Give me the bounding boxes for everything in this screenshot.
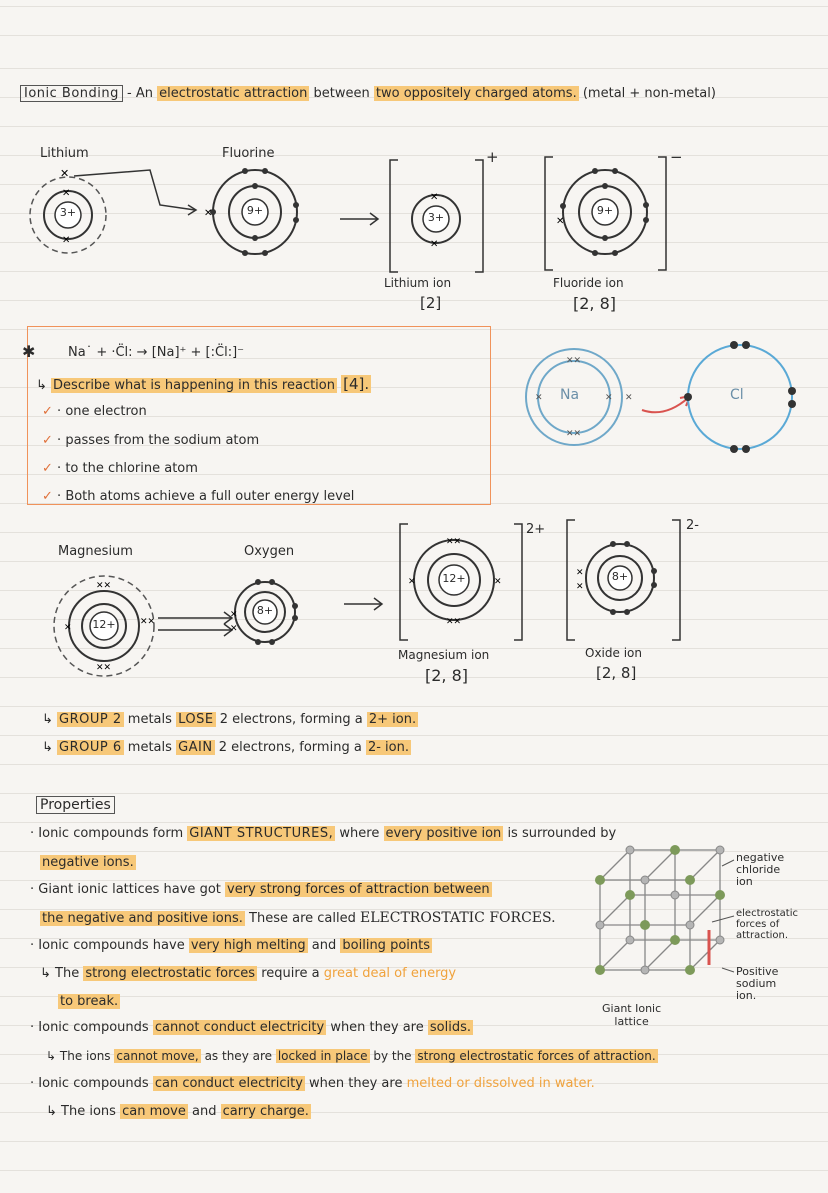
sodium-ion [596, 921, 604, 929]
lithium-label: Lithium [40, 146, 89, 161]
arrow-icon: ↳ [36, 378, 47, 393]
transferred-electron: ✕ [204, 208, 213, 219]
reaction-question: Describe what is happening in this reaction [53, 378, 335, 393]
oxygen-label: Oxygen [244, 544, 295, 559]
force-pointer [712, 916, 734, 922]
lithium-ion-label: Lithium ion [384, 276, 452, 290]
magnesium-outer-electrons: ✕✕ [140, 617, 156, 627]
magnesium-electrons: ✕✕ [96, 581, 112, 591]
sodium-ion [641, 966, 649, 974]
fluorine-nucleus-label: 9+ [246, 204, 264, 217]
tick-icon: ✓ [42, 404, 53, 419]
property-1: · Ionic compounds form GIANT STRUCTURES, where every positive ion is surrounded by [30, 826, 617, 841]
property-5-sub: ↳ The ions can move and carry charge. [46, 1104, 309, 1119]
magnesium-ion-electrons: ✕ [408, 577, 416, 587]
magnesium-electrons: ✕✕ [96, 663, 112, 673]
tick-icon: ✓ [42, 433, 53, 448]
oxide-ion-config: [2, 8] [596, 664, 637, 682]
title-line: Ionic Bonding - An electrostatic attraction between two oppositely charged atoms. (metal + non-metal) [20, 86, 716, 102]
page-title: Ionic Bonding [20, 85, 123, 102]
oxide-gained-electrons: ✕ [576, 582, 584, 592]
magnesium-ion-nucleus-label: 12+ [442, 572, 466, 585]
property-3-sub: ↳ The strong electrostatic forces require a great deal of energy [40, 966, 457, 981]
sodium-electrons: ✕✕ [566, 356, 582, 366]
lithium-nucleus-label: 3+ [59, 206, 77, 219]
lattice-edge [600, 895, 630, 925]
lithium-ion-charge: + [486, 148, 499, 166]
chloride-ion [670, 845, 680, 855]
lattice-edge [645, 940, 675, 970]
fluorine-label: Fluorine [222, 146, 275, 161]
magnesium-ion-electrons: ✕✕ [446, 617, 462, 627]
property-4: · Ionic compounds cannot conduct electricity when they are solids. [30, 1020, 471, 1035]
oxide-ion-charge: 2- [686, 518, 699, 533]
oxygen-nucleus-label: 8+ [256, 604, 274, 617]
sodium-ion [716, 846, 724, 854]
chloride-ion [685, 965, 695, 975]
oxide-nucleus-label: 8+ [611, 570, 629, 583]
tick-icon: ✓ [42, 461, 53, 476]
lithium-outer-electron: ✕ [60, 167, 70, 180]
lithium-electron: ✕ [62, 235, 71, 246]
sodium-ion [626, 936, 634, 944]
property-3-sub-cont: to break. [60, 994, 119, 1009]
group-2-line: ↳ GROUP 2 metals LOSE 2 electrons, forming a 2+ ion. [42, 712, 417, 727]
lattice-edge [690, 940, 720, 970]
negative-ion-label: negative chloride ion [736, 851, 785, 888]
chloride-ion [685, 875, 695, 885]
answer-point: ✓ · passes from the sodium atom [42, 433, 260, 448]
sodium-ion [716, 936, 724, 944]
sodium-ion [626, 846, 634, 854]
lattice-edge [600, 850, 630, 880]
sodium-electrons: ✕ [535, 393, 543, 403]
property-4-sub: ↳ The ions cannot move, as they are locked in place by the strong electrostatic forces of attraction. [46, 1049, 656, 1063]
fluoride-ion-config: [2, 8] [573, 294, 617, 313]
sodium-ion [671, 891, 679, 899]
property-3: · Ionic compounds have very high melting and boiling points [30, 938, 430, 953]
question-marks: [4]. [343, 375, 370, 393]
lithium-ion-electron: ✕ [430, 239, 439, 250]
magnesium-ion-label: Magnesium ion [398, 648, 490, 662]
gained-electrons: ✕ [230, 610, 238, 620]
oxide-gained-electrons: ✕ [576, 568, 584, 578]
sodium-outer-electron: ✕ [625, 393, 633, 403]
electrostatic-force-label: electrostatic forces of attraction. [736, 908, 798, 941]
property-2: · Giant ionic lattices have got very strong forces of attraction between [30, 882, 490, 897]
sodium-label: Na [560, 387, 580, 403]
answer-point: ✓ · to the chlorine atom [42, 461, 198, 476]
properties-heading: Properties [36, 797, 115, 813]
property-1-cont: negative ions. [42, 855, 134, 870]
property-5: · Ionic compounds can conduct electricity when they are melted or dissolved in water. [30, 1076, 595, 1091]
fluoride-ion-charge: − [670, 148, 683, 166]
reaction-equation: Na˙ + ·C̈l: → [Na]⁺ + [:C̈l:]⁻ [68, 345, 245, 360]
lithium-electron: ✕ [62, 188, 71, 199]
chloride-ion [670, 935, 680, 945]
lithium-ion-electron: ✕ [430, 192, 439, 203]
positive-ion-pointer [722, 968, 734, 972]
chloride-ion [715, 890, 725, 900]
chloride-ion [640, 920, 650, 930]
sodium-electrons: ✕ [605, 393, 613, 403]
magnesium-nucleus-label: 12+ [92, 618, 116, 631]
lattice-caption: Giant Ionic lattice [602, 1002, 662, 1028]
negative-ion-pointer [722, 860, 734, 866]
answer-point: ✓ · one electron [42, 404, 147, 419]
answer-point: ✓ · Both atoms achieve a full outer energy level [42, 489, 355, 504]
magnesium-ion-electrons: ✕✕ [446, 537, 462, 547]
property-2-cont: the negative and positive ions. These are called ELECTROSTATIC FORCES. [42, 910, 556, 926]
chloride-ion [595, 875, 605, 885]
fluoride-ion-nucleus-label: 9+ [596, 204, 614, 217]
lattice-edge [600, 940, 630, 970]
sodium-ion [686, 921, 694, 929]
lattice-edge [690, 850, 720, 880]
gained-electron: ✕ [556, 216, 565, 227]
magnesium-ion-electrons: ✕ [494, 577, 502, 587]
magnesium-electrons: ✕ [64, 623, 72, 633]
sodium-electrons: ✕✕ [566, 429, 582, 439]
magnesium-label: Magnesium [58, 544, 133, 559]
chloride-ion [625, 890, 635, 900]
lithium-ion-config: [2] [420, 294, 442, 312]
lattice-edge [690, 895, 720, 925]
chlorine-label: Cl [730, 387, 744, 403]
lithium-ion-nucleus-label: 3+ [427, 211, 445, 224]
gained-electrons: ✕ [230, 624, 238, 634]
lattice-edge [645, 850, 675, 880]
star-icon: ✱ [22, 342, 36, 361]
group-6-line: ↳ GROUP 6 metals GAIN 2 electrons, forming a 2- ion. [42, 740, 409, 755]
magnesium-ion-config: [2, 8] [425, 666, 469, 685]
magnesium-ion-charge: 2+ [526, 522, 546, 537]
sodium-ion [641, 876, 649, 884]
fluoride-ion-label: Fluoride ion [553, 276, 624, 290]
oxide-ion-label: Oxide ion [585, 646, 642, 660]
lattice-grid [600, 850, 720, 970]
chloride-ion [595, 965, 605, 975]
tick-icon: ✓ [42, 489, 53, 504]
positive-ion-label: Positive sodium ion. [736, 965, 779, 1002]
